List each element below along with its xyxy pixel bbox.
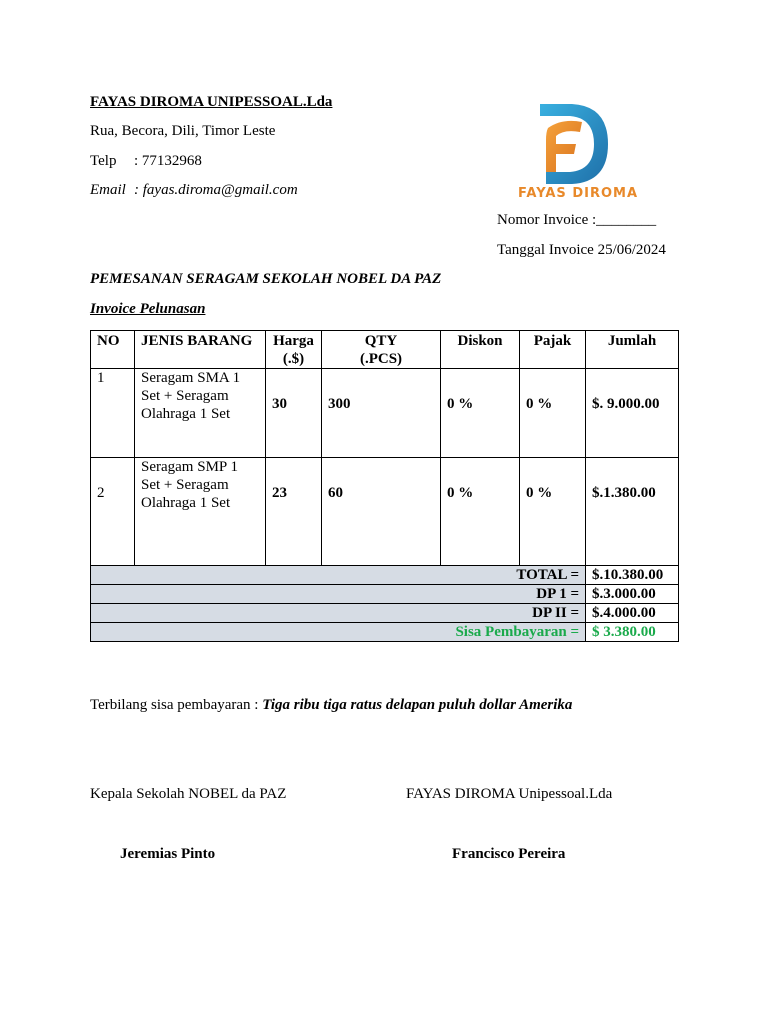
logo-text: FAYAS DIROMA xyxy=(518,186,639,201)
invoice-table xyxy=(90,330,679,642)
row-discount: 0 % xyxy=(441,458,520,566)
signature-left-name: Jeremias Pinto xyxy=(120,846,216,862)
header-qty: QTY (.PCS) xyxy=(322,331,441,369)
row-total: $.1.380.00 xyxy=(586,458,679,566)
row-discount: 0 % xyxy=(441,369,520,458)
table-row xyxy=(91,458,679,566)
company-phone xyxy=(90,153,202,170)
summary-remaining-row xyxy=(91,623,679,642)
total-label: TOTAL = xyxy=(91,566,586,585)
signature-right-name: Francisco Pereira xyxy=(452,846,566,862)
phone-label: Telp xyxy=(90,153,117,169)
company-name: FAYAS DIROMA UNIPESSOAL.Lda xyxy=(90,94,333,110)
row-no: 2 xyxy=(91,458,135,566)
summary-dp1-row xyxy=(91,585,679,604)
summary-dp2-row xyxy=(91,604,679,623)
row-qty: 300 xyxy=(322,369,441,458)
header-tax: Pajak xyxy=(520,331,586,369)
invoice-type: Invoice Pelunasan xyxy=(90,301,206,317)
row-item: Seragam SMP 1 Set + Seragam Olahraga 1 Set xyxy=(135,458,266,566)
header-price: Harga (.$) xyxy=(266,331,322,369)
row-tax: 0 % xyxy=(520,369,586,458)
company-email xyxy=(90,182,298,199)
dp2-label: DP II = xyxy=(91,604,586,623)
remaining-value: $ 3.380.00 xyxy=(586,623,679,642)
email-label: Email xyxy=(90,182,126,198)
row-item: Seragam SMA 1 Set + Seragam Olahraga 1 Set xyxy=(135,369,266,458)
summary-total-row xyxy=(91,566,679,585)
dp2-value: $.4.000.00 xyxy=(586,604,679,623)
total-value: $.10.380.00 xyxy=(586,566,679,585)
row-total: $. 9.000.00 xyxy=(586,369,679,458)
header-no: NO xyxy=(91,331,135,369)
email-value: : fayas.diroma@gmail.com xyxy=(134,182,298,198)
table-row xyxy=(91,369,679,458)
invoice-subject: PEMESANAN SERAGAM SEKOLAH NOBEL DA PAZ xyxy=(90,271,442,287)
dp1-label: DP 1 = xyxy=(91,585,586,604)
row-price: 23 xyxy=(266,458,322,566)
header-discount: Diskon xyxy=(441,331,520,369)
table-header-row xyxy=(91,331,679,369)
invoice-number: Nomor Invoice :________ xyxy=(497,212,657,228)
header-total: Jumlah xyxy=(586,331,679,369)
phone-value: : 77132968 xyxy=(134,153,202,169)
company-address: Rua, Becora, Dili, Timor Leste xyxy=(90,123,276,139)
amount-in-words-value: Tiga ribu tiga ratus delapan puluh dollar Amerika xyxy=(262,697,573,713)
amount-in-words-label: Terbilang sisa pembayaran : xyxy=(90,697,263,713)
row-no: 1 xyxy=(91,369,135,458)
row-price: 30 xyxy=(266,369,322,458)
invoice-date: Tanggal Invoice 25/06/2024 xyxy=(497,242,666,258)
dp1-value: $.3.000.00 xyxy=(586,585,679,604)
signature-left-title: Kepala Sekolah NOBEL da PAZ xyxy=(90,786,287,802)
row-tax: 0 % xyxy=(520,458,586,566)
logo-mark-icon xyxy=(510,100,632,188)
row-qty: 60 xyxy=(322,458,441,566)
company-logo xyxy=(510,100,639,206)
amount-in-words xyxy=(90,697,572,714)
header-item: JENIS BARANG xyxy=(135,331,266,369)
signature-right-title: FAYAS DIROMA Unipessoal.Lda xyxy=(406,786,613,802)
remaining-label: Sisa Pembayaran = xyxy=(91,623,586,642)
